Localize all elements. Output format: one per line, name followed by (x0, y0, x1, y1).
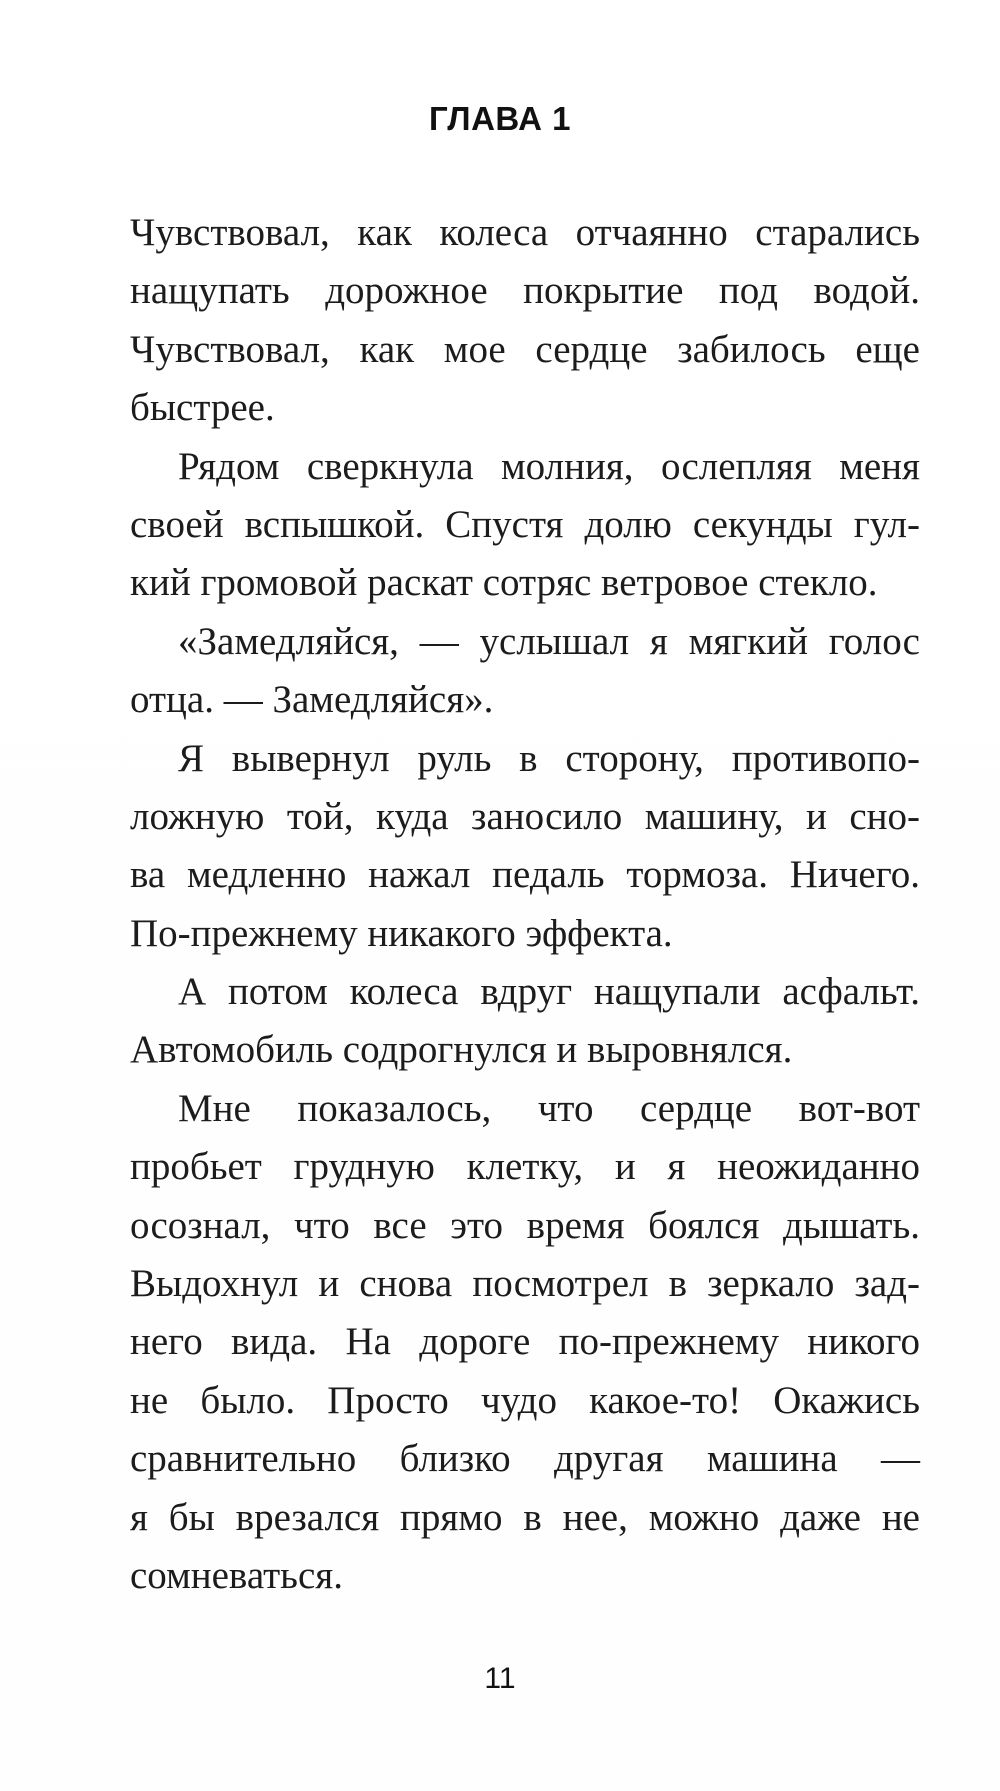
text-line: я бы врезался прямо в нее, можно даже не (130, 1495, 920, 1539)
text-line: сравнительно близко другая машина — (130, 1437, 920, 1481)
text-line: Рядом сверкнула молния, ослепляя меня (178, 444, 920, 488)
text-line: Чувствовал, как мое сердце забилось еще (130, 327, 920, 371)
text-line: своей вспышкой. Спустя долю секунды гул- (130, 502, 920, 546)
text-line: Чувствовал, как колеса отчаянно старались (130, 211, 920, 254)
text-line: сомневаться. (130, 1553, 343, 1597)
body-text (130, 204, 920, 1605)
text-line: нащупать дорожное покрытие под водой. (130, 269, 920, 313)
text-line: ложную той, куда заносило машину, и сно- (130, 794, 920, 838)
text-line: Автомобиль содрогнулся и выровнялся. (130, 1028, 793, 1072)
chapter-title: ГЛАВА 1 (429, 100, 571, 137)
page-number: 11 (484, 1662, 516, 1695)
text-line: Я вывернул руль в сторону, противопо- (178, 736, 920, 780)
text-line: «Замедляйся, — услышал я мягкий голос (178, 619, 920, 663)
text-line: кий громовой раскат сотряс ветровое стекло. (130, 561, 878, 605)
text-line: отца. — Замедляйся». (130, 678, 494, 722)
text-line: пробьет грудную клетку, и я неожиданно (130, 1145, 920, 1189)
text-line: Выдохнул и снова посмотрел в зеркало зад- (130, 1262, 920, 1306)
text-line: По-прежнему никакого эффекта. (130, 911, 673, 955)
text-line: быстрее. (130, 386, 275, 430)
text-line: ва медленно нажал педаль тормоза. Ничего. (130, 853, 920, 897)
text-line: А потом колеса вдруг нащупали асфальт. (178, 970, 920, 1014)
text-line: Мне показалось, что сердце вот-вот (178, 1086, 920, 1130)
text-line: него вида. На дороге по-прежнему никого (130, 1320, 920, 1364)
text-line: осознал, что все это время боялся дышать. (130, 1203, 920, 1247)
text-line: не было. Просто чудо какое-то! Окажись (130, 1378, 920, 1422)
